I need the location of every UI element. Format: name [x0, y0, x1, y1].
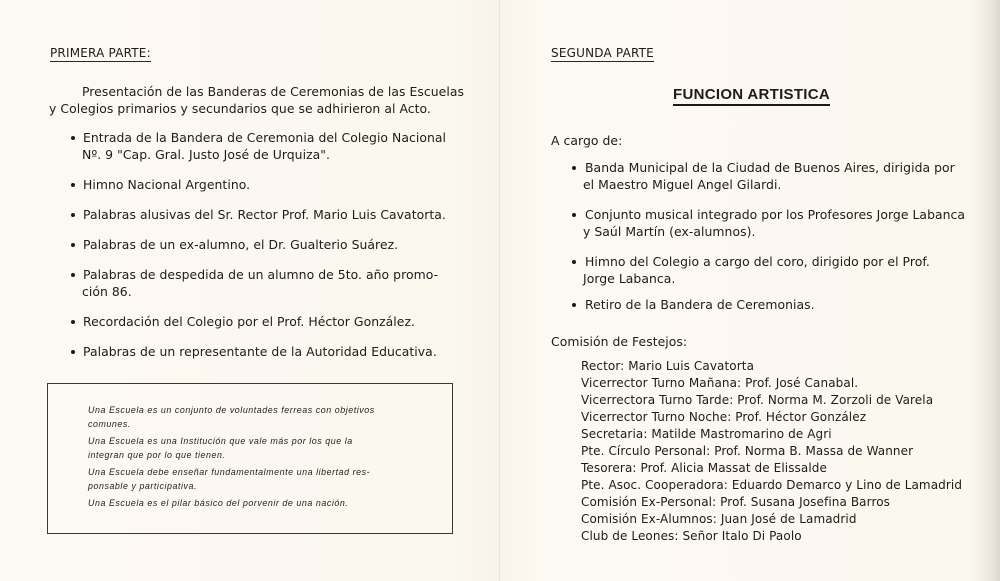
program-item-6: Recordación del Colegio por el Prof. Héctor González. [83, 314, 416, 329]
quote-3-line-2: ponsable y participativa. [88, 481, 197, 491]
funcion-artistica-title: FUNCION ARTISTICA [673, 86, 830, 106]
intro-line-1: Presentación de las Banderas de Ceremonias de las Escuelas [82, 84, 464, 99]
bullet-icon [572, 166, 576, 170]
comision-member: Pte. Asoc. Cooperadora: Eduardo Demarco y Lino de Lamadrid [581, 478, 963, 492]
artistic-item-1-line-2: el Maestro Miguel Angel Gilardi. [583, 177, 782, 192]
bullet-icon [572, 213, 576, 217]
comision-member: Secretaria: Matilde Mastromarino de Agri [581, 427, 832, 441]
program-item-4: Palabras de un ex-alumno, el Dr. Gualterio Suárez. [83, 237, 399, 252]
program-item-5-line-1: Palabras de despedida de un alumno de 5to. año promo- [83, 267, 439, 282]
artistic-item-3-line-1: Himno del Colegio a cargo del coro, dirigido por el Prof. [585, 254, 930, 269]
quote-4: Una Escuela es el pilar básico del porvenir de una nación. [88, 498, 349, 508]
program-item-7: Palabras de un representante de la Autoridad Educativa. [83, 344, 437, 359]
bullet-icon [71, 243, 75, 247]
bullet-icon [71, 183, 75, 187]
bullet-icon [71, 273, 75, 277]
a-cargo-label: A cargo de: [551, 133, 623, 148]
comision-member: Comisión Ex-Personal: Prof. Susana Josefina Barros [581, 495, 891, 509]
program-item-1-line-2: Nº. 9 "Cap. Gral. Justo José de Urquiza". [82, 147, 331, 162]
program-item-5-line-2: ción 86. [82, 284, 132, 299]
bullet-icon [71, 213, 75, 217]
comision-member: Vicerrectora Turno Tarde: Prof. Norma M. Zorzoli de Varela [581, 393, 934, 407]
comision-member: Comisión Ex-Alumnos: Juan José de Lamadrid [581, 512, 857, 526]
bullet-icon [572, 303, 576, 307]
artistic-item-2-line-2: y Saúl Martín (ex-alumnos). [583, 224, 756, 239]
artistic-item-1-line-1: Banda Municipal de la Ciudad de Buenos Aires, dirigida por [585, 160, 955, 175]
artistic-item-4: Retiro de la Bandera de Ceremonias. [585, 297, 815, 312]
quote-1-line-1: Una Escuela es un conjunto de voluntades ferreas con objetivos [88, 405, 375, 415]
comision-member: Rector: Mario Luis Cavatorta [581, 359, 755, 373]
program-item-1-line-1: Entrada de la Bandera de Ceremonia del Colegio Nacional [83, 130, 447, 145]
quote-2-line-2: integran que por lo que tienen. [88, 450, 226, 460]
quote-2-line-1: Una Escuela es una Institución que vale más por los que la [88, 436, 353, 446]
comision-member: Pte. Círculo Personal: Prof. Norma B. Massa de Wanner [581, 444, 914, 458]
segunda-parte-heading: SEGUNDA PARTE [551, 46, 654, 60]
bullet-icon [71, 320, 75, 324]
intro-line-2: y Colegios primarios y secundarios que se adhirieron al Acto. [49, 101, 431, 116]
quote-1-line-2: comunes. [88, 419, 131, 429]
page-fold [499, 0, 500, 581]
bullet-icon [572, 260, 576, 264]
comision-member: Vicerrector Turno Noche: Prof. Héctor González [581, 410, 867, 424]
comision-member: Vicerrector Turno Mañana: Prof. José Canabal. [581, 376, 859, 390]
comision-heading: Comisión de Festejos: [551, 334, 688, 349]
artistic-item-2-line-1: Conjunto musical integrado por los Profesores Jorge Labanca [585, 207, 966, 222]
primera-parte-heading: PRIMERA PARTE: [50, 46, 151, 60]
program-item-3: Palabras alusivas del Sr. Rector Prof. Mario Luis Cavatorta. [83, 207, 446, 222]
comision-member: Club de Leones: Señor Italo Di Paolo [581, 529, 802, 543]
program-item-2: Himno Nacional Argentino. [83, 177, 251, 192]
bullet-icon [71, 136, 75, 140]
bullet-icon [71, 350, 75, 354]
quote-3-line-1: Una Escuela debe enseñar fundamentalmente una libertad res- [88, 467, 371, 477]
comision-member: Tesorera: Prof. Alicia Massat de Elissalde [581, 461, 827, 475]
artistic-item-3-line-2: Jorge Labanca. [583, 271, 676, 286]
